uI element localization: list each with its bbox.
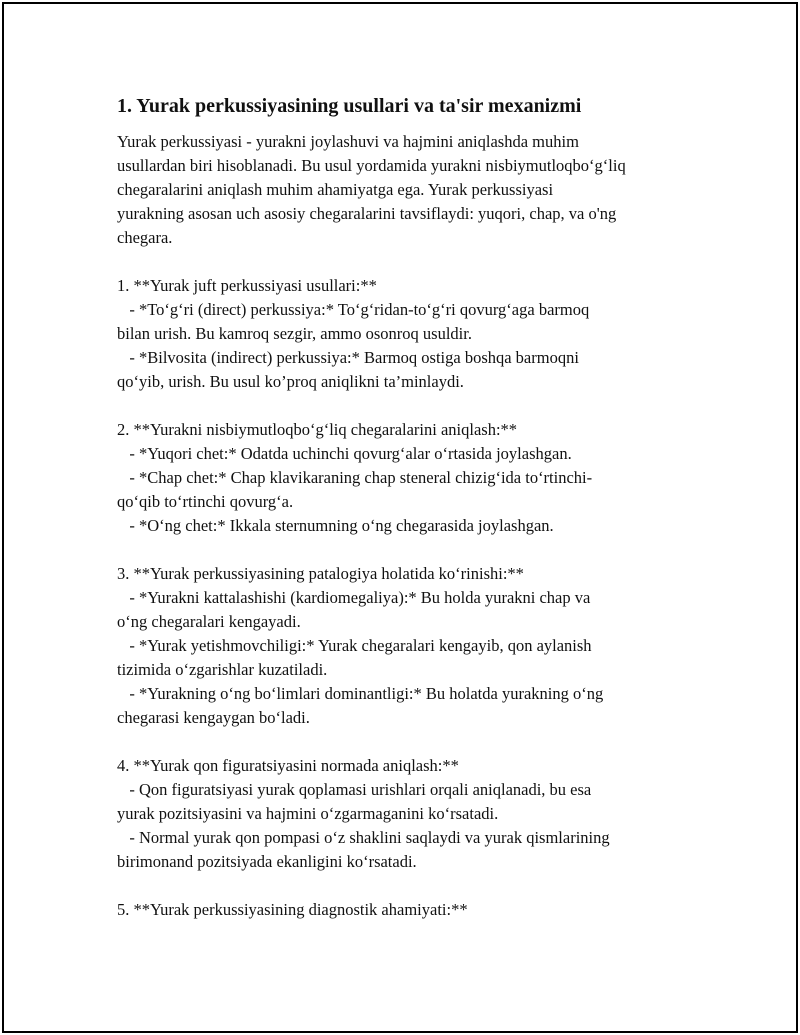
text-line: qo‘qib to‘rtinchi qovurg‘a. (117, 492, 294, 511)
text-line: 1. **Yurak juft perkussiyasi usullari:** (117, 276, 377, 295)
text-line: - *Yurakni kattalashishi (kardiomegaliya):* Bu holda yurakni chap va (117, 588, 591, 607)
text-line: 2. **Yurakni nisbiymutloqbo‘g‘liq chegaralarini aniqlash:** (117, 420, 518, 439)
text-line: chegara. (117, 228, 173, 247)
text-line: - *To‘g‘ri (direct) perkussiya:* To‘g‘ridan-to‘g‘ri qovurg‘aga barmoq (117, 300, 590, 319)
text-line: - Normal yurak qon pompasi o‘z shaklini saqlaydi va yurak qismlarining (117, 828, 610, 847)
text-line: 5. **Yurak perkussiyasining diagnostik ahamiyati:** (117, 900, 468, 919)
text-line: chegarasi kengaygan bo‘ladi. (117, 708, 310, 727)
document-body (117, 94, 687, 922)
text-line: 3. **Yurak perkussiyasining patalogiya holatida ko‘rinishi:** (117, 564, 524, 583)
document-heading: 1. Yurak perkussiyasining usullari va ta'sir mexanizmi (117, 95, 582, 117)
text-line: - *O‘ng chet:* Ikkala sternumning o‘ng chegarasida joylashgan. (117, 516, 554, 535)
text-line: - *Yurak yetishmovchiligi:* Yurak chegaralari kengayib, qon aylanish (117, 636, 592, 655)
text-line: - *Yurakning o‘ng bo‘limlari dominantligi:* Bu holatda yurakning o‘ng (117, 684, 604, 703)
text-line: yurakning asosan uch asosiy chegaralarini tavsiflaydi: yuqori, chap, va o'ng (117, 204, 617, 223)
text-line: - Qon figuratsiyasi yurak qoplamasi urishlari orqali aniqlanadi, bu esa (117, 780, 592, 799)
text-line: 4. **Yurak qon figuratsiyasini normada aniqlash:** (117, 756, 459, 775)
text-line: - *Bilvosita (indirect) perkussiya:* Barmoq ostiga boshqa barmoqni (117, 348, 579, 367)
text-line: qo‘yib, urish. Bu usul ko’proq aniqlikni ta’minlaydi. (117, 372, 464, 391)
blank-line (117, 730, 687, 754)
text-line: - *Chap chet:* Chap klavikaraning chap steneral chizig‘ida to‘rtinchi- (117, 468, 593, 487)
text-line: chegaralarini aniqlash muhim ahamiyatga ega. Yurak perkussiyasi (117, 180, 554, 199)
text-line: o‘ng chegaralari kengayadi. (117, 612, 301, 631)
document-text (117, 130, 687, 922)
text-line: birimonand pozitsiyada ekanligini ko‘rsatadi. (117, 852, 417, 871)
blank-line (117, 538, 687, 562)
blank-line (117, 394, 687, 418)
text-line: usullardan biri hisoblanadi. Bu usul yordamida yurakni nisbiymutloqbo‘g‘liq (117, 156, 626, 175)
text-line: tizimida o‘zgarishlar kuzatiladi. (117, 660, 328, 679)
text-line: - *Yuqori chet:* Odatda uchinchi qovurg‘alar o‘rtasida joylashgan. (117, 444, 572, 463)
blank-line (117, 250, 687, 274)
text-line: yurak pozitsiyasini va hajmini o‘zgarmaganini ko‘rsatadi. (117, 804, 499, 823)
text-line: Yurak perkussiyasi - yurakni joylashuvi va hajmini aniqlashda muhim (117, 132, 579, 151)
blank-line (117, 874, 687, 898)
text-line: bilan urish. Bu kamroq sezgir, ammo osonroq usuldir. (117, 324, 472, 343)
